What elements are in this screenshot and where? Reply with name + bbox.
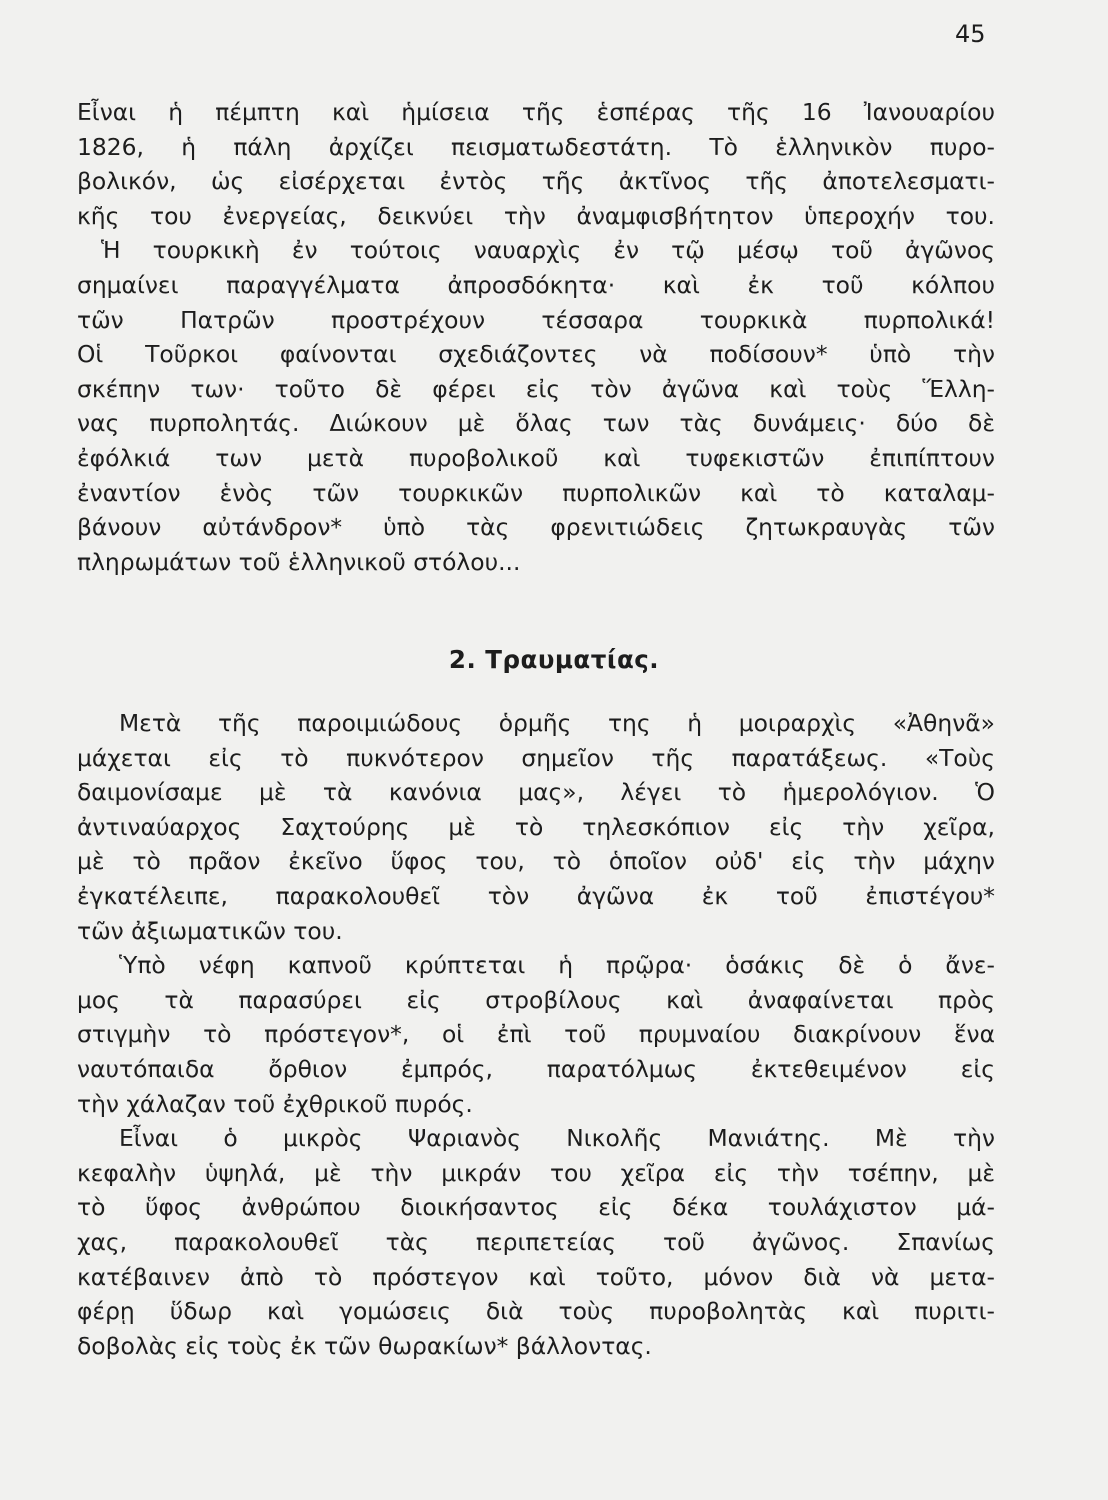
text-line: σημαίνει παραγγέλματα ἀπροσδόκητα· καὶ ἐκ τοῦ κόλπου <box>77 270 995 299</box>
text-line: ἐφόλκιά των μετὰ πυροβολικοῦ καὶ τυφεκιστῶν ἐπιπίπτουν <box>77 443 995 472</box>
text-line: στιγμὴν τὸ πρόστεγον*, οἱ ἐπὶ τοῦ πρυμναίου διακρίνουν ἕνα <box>77 1020 995 1049</box>
text-line: Ὑπὸ νέφη καπνοῦ κρύπτεται ἡ πρῷρα· ὁσάκις δὲ ὁ ἄνε- <box>119 951 995 980</box>
text-line: ἐναντίον ἑνὸς τῶν τουρκικῶν πυρπολικῶν καὶ τὸ καταλαμ- <box>77 478 995 507</box>
text-line: μος τὰ παρασύρει εἰς στροβίλους καὶ ἀναφαίνεται πρὸς <box>77 985 995 1014</box>
text-line: βολικόν, ὡς εἰσέρχεται ἐντὸς τῆς ἀκτῖνος τῆς ἀποτελεσματι- <box>77 167 995 196</box>
text-line: δοβολὰς εἰς τοὺς ἐκ τῶν θωρακίων* βάλλοντας. <box>77 1331 652 1360</box>
text-line: τῶν Πατρῶν προστρέχουν τέσσαρα τουρκικὰ πυρπολικά! <box>77 305 995 334</box>
text-line: Οἱ Τοῦρκοι φαίνονται σχεδιάζοντες νὰ ποδίσουν* ὑπὸ τὴν <box>77 340 995 369</box>
text-line: κεφαλὴν ὑψηλά, μὲ τὴν μικράν του χεῖρα εἰς τὴν τσέπην, μὲ <box>77 1158 995 1187</box>
section-1-text <box>77 95 995 579</box>
text-line: πληρωμάτων τοῦ ἑλληνικοῦ στόλου... <box>77 547 521 576</box>
text-line: κατέβαινεν ἀπὸ τὸ πρόστεγον καὶ τοῦτο, μόνον διὰ νὰ μετα- <box>77 1262 995 1291</box>
text-line: 1826, ἡ πάλη ἀρχίζει πεισματωδεστάτη. Τὸ ἑλληνικὸν πυρο- <box>77 132 995 161</box>
text-line: Εἶναι ἡ πέμπτη καὶ ἡμίσεια τῆς ἑσπέρας τῆς 16 Ἰανουαρίου <box>77 98 995 126</box>
text-line: μάχεται εἰς τὸ πυκνότερον σημεῖον τῆς παρατάξεως. «Τοὺς <box>77 743 995 772</box>
page-number: 45 <box>955 20 986 48</box>
text-line: τῶν ἀξιωματικῶν του. <box>77 916 343 945</box>
text-line: σκέπην των· τοῦτο δὲ φέρει εἰς τὸν ἀγῶνα καὶ τοὺς Ἕλλη- <box>77 374 995 403</box>
text-line: νας πυρπολητάς. Διώκουν μὲ ὅλας των τὰς δυνάμεις· δύο δὲ <box>77 409 995 438</box>
text-line: μὲ τὸ πρᾶον ἐκεῖνο ὕφος του, τὸ ὁποῖον οὐδ' εἰς τὴν μάχην <box>77 847 995 876</box>
text-line: Ἡ τουρκικὴ ἐν τούτοις ναυαρχὶς ἐν τῷ μέσῳ τοῦ ἀγῶνος <box>101 236 995 265</box>
text-line: ἀντιναύαρχος Σαχτούρης μὲ τὸ τηλεσκόπιον εἰς τὴν χεῖρα, <box>77 812 995 841</box>
text-line: ναυτόπαιδα ὄρθιον ἐμπρός, παρατόλμως ἐκτεθειμένον εἰς <box>77 1054 995 1083</box>
section-2-text <box>77 706 995 1363</box>
text-line: Μετὰ τῆς παροιμιώδους ὁρμῆς της ἡ μοιραρχὶς «Ἀθηνᾶ» <box>119 709 995 737</box>
text-line: βάνουν αὐτάνδρον* ὑπὸ τὰς φρενιτιώδεις ζητωκραυγὰς τῶν <box>77 513 995 542</box>
text-line: τὴν χάλαζαν τοῦ ἐχθρικοῦ πυρός. <box>77 1089 473 1118</box>
section-2-heading: 2. Τραυματίας. <box>448 645 660 674</box>
text-line: φέρῃ ὕδωρ καὶ γομώσεις διὰ τοὺς πυροβολητὰς καὶ πυριτι- <box>77 1297 995 1326</box>
text-line: δαιμονίσαμε μὲ τὰ κανόνια μας», λέγει τὸ ἡμερολόγιον. Ὁ <box>77 778 995 807</box>
text-line: κῆς του ἐνεργείας, δεικνύει τὴν ἀναμφισβήτητον ὑπεροχήν του. <box>77 201 995 230</box>
text-line: χας, παρακολουθεῖ τὰς περιπετείας τοῦ ἀγῶνος. Σπανίως <box>77 1227 995 1256</box>
text-line: τὸ ὕφος ἀνθρώπου διοικήσαντος εἰς δέκα τουλάχιστον μά- <box>77 1193 995 1222</box>
text-line: ἐγκατέλειπε, παρακολουθεῖ τὸν ἀγῶνα ἐκ τοῦ ἐπιστέγου* <box>77 881 995 910</box>
text-line: Εἶναι ὁ μικρὸς Ψαριανὸς Νικολῆς Μανιάτης. Μὲ τὴν <box>119 1124 995 1153</box>
